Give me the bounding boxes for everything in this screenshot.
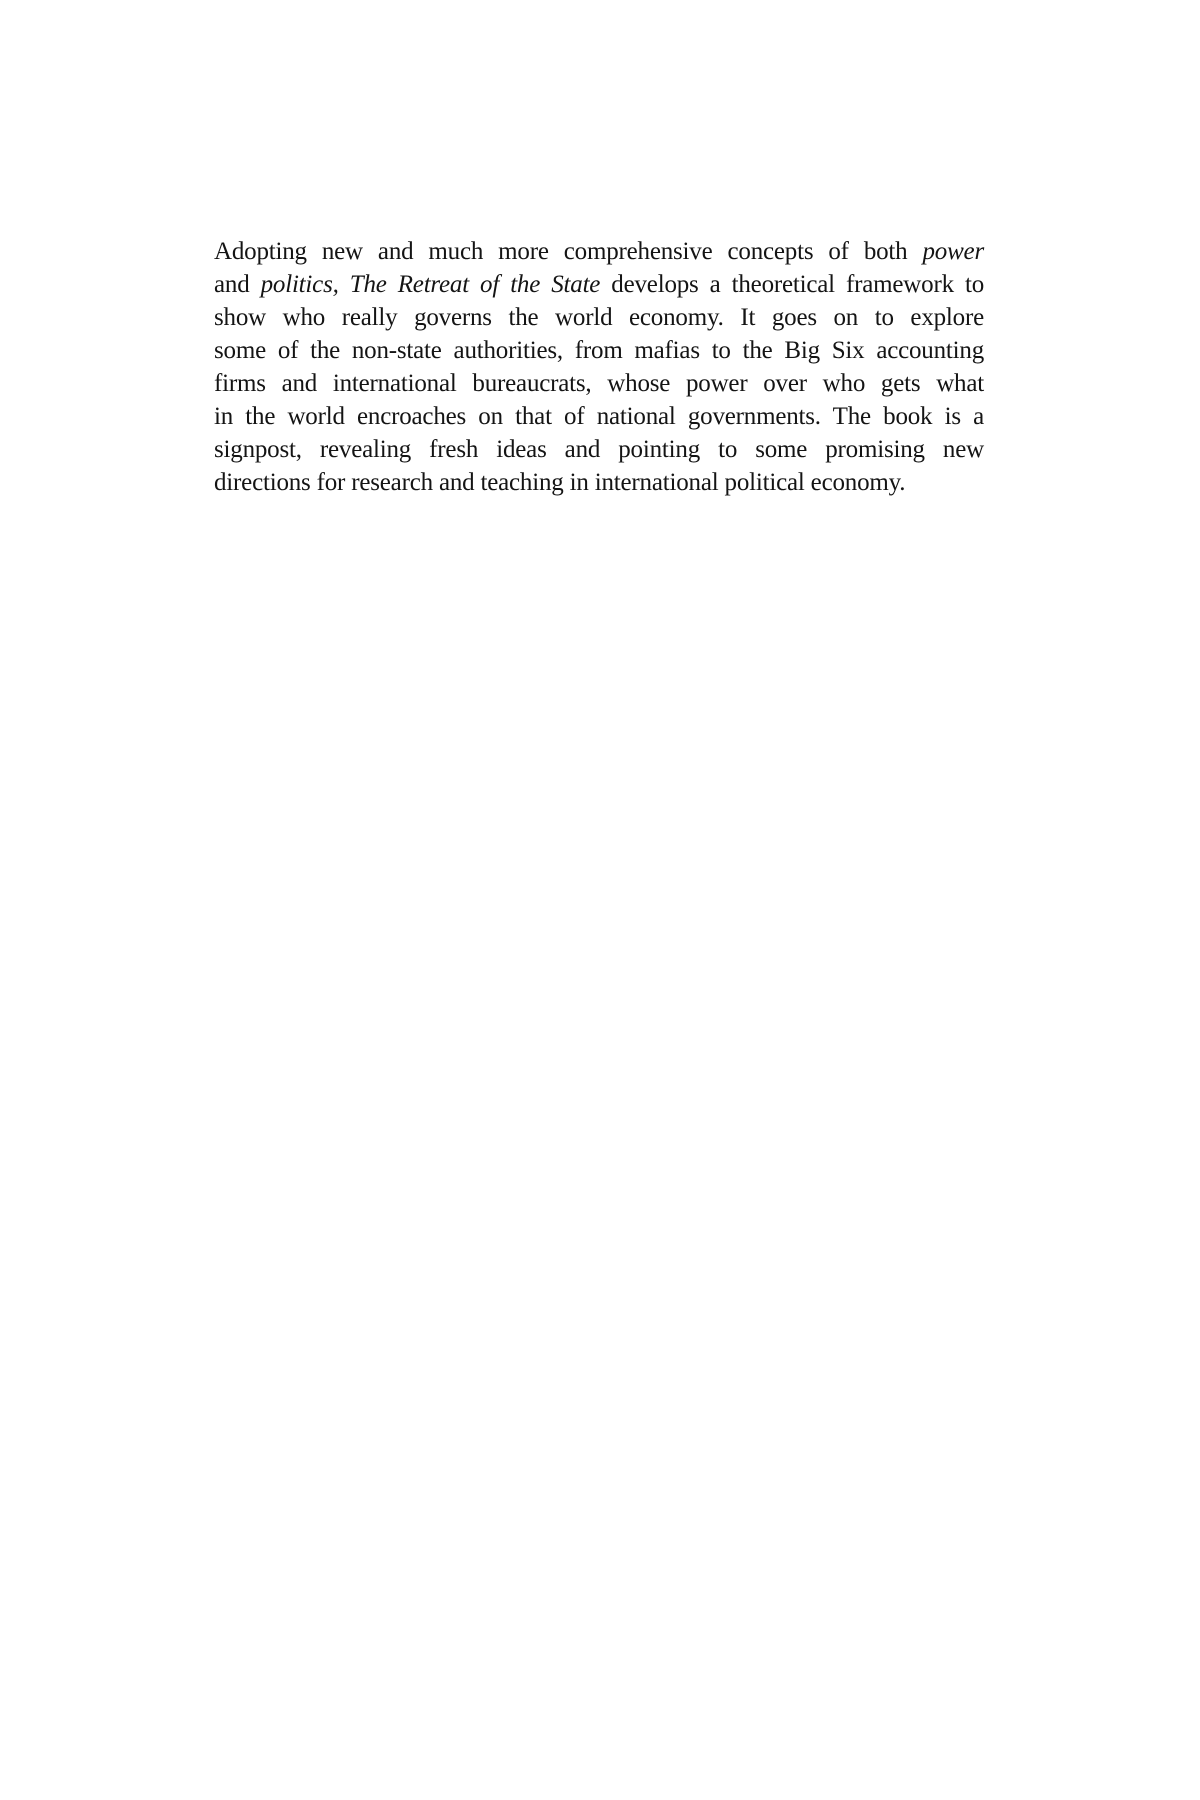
blurb-line-7 bbox=[214, 433, 984, 466]
blurb-line-6 bbox=[214, 400, 984, 433]
blurb-line-4 bbox=[214, 334, 984, 367]
book-blurb-paragraph bbox=[214, 235, 984, 499]
blurb-text: Adopting new and much more comprehensive concepts of both bbox=[214, 238, 923, 265]
blurb-text: and bbox=[214, 271, 261, 298]
blurb-line-3 bbox=[214, 301, 984, 334]
blurb-line-1 bbox=[214, 235, 984, 268]
blurb-text: some of the non-state authorities, from mafias to the Big Six accounting bbox=[214, 337, 984, 364]
blurb-line-8 bbox=[214, 466, 984, 499]
blurb-text: signpost, revealing fresh ideas and pointing to some promising new bbox=[214, 436, 984, 463]
blurb-text: in the world encroaches on that of national governments. The book is a bbox=[214, 403, 984, 430]
blurb-text: show who really governs the world economy. It goes on to explore bbox=[214, 304, 984, 331]
blurb-line-2 bbox=[214, 268, 984, 301]
blurb-line-5 bbox=[214, 367, 984, 400]
blurb-italic-text: power bbox=[922, 238, 984, 265]
blurb-text: firms and international bureaucrats, whose power over who gets what bbox=[214, 370, 984, 397]
blurb-text: develops a theoretical framework to bbox=[600, 271, 985, 298]
book-title-italic: politics, The Retreat of the State bbox=[260, 271, 601, 298]
blurb-text: directions for research and teaching in international political economy. bbox=[214, 469, 906, 496]
